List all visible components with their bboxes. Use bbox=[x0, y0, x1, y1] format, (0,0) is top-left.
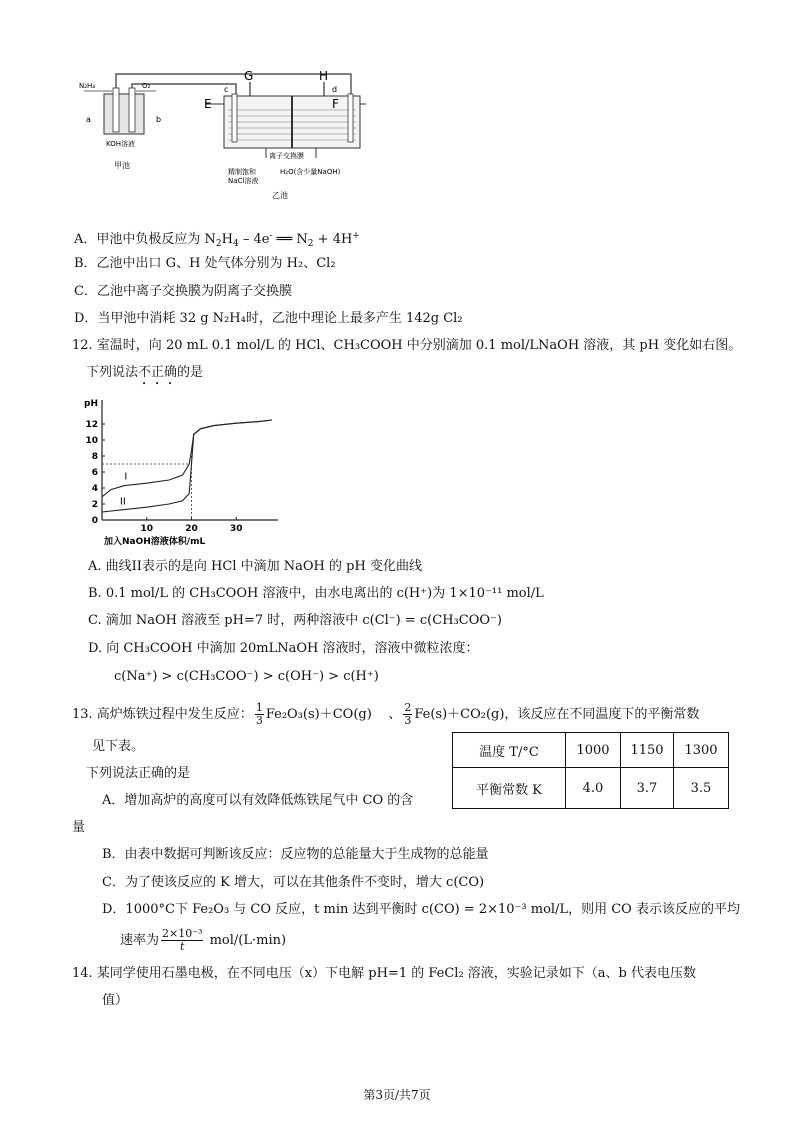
electrode-a-label: a bbox=[86, 115, 91, 124]
q13-option-c: C．为了使该反应的 K 增大，可以在其他条件不变时，增大 c(CO) bbox=[102, 875, 485, 890]
q12-option-d: D. 向 CH₃COOH 中滴加 20mLNaOH 溶液时，溶液中微粒浓度： bbox=[88, 641, 479, 656]
table-cell: 1000 bbox=[566, 733, 621, 768]
series-label-I: I bbox=[124, 471, 128, 483]
emphasis-not-correct: 不正确 bbox=[138, 365, 178, 380]
x-tick-label: 20 bbox=[185, 524, 198, 534]
fraction-one-third: $\frac{1}{3}$ bbox=[255, 701, 263, 727]
q12-option-d-inequality: c(Na⁺) > c(CH₃COO⁻) > c(OH⁻) > c(H⁺) bbox=[114, 669, 379, 684]
table-cell: 4.0 bbox=[566, 768, 621, 809]
o2-label: O₂ bbox=[142, 82, 151, 90]
fraction-two-thirds: $\frac{2}{3}$ bbox=[404, 701, 412, 727]
series-label-II: II bbox=[119, 496, 126, 508]
koh-label: KOH溶液 bbox=[106, 140, 135, 148]
series-line-I bbox=[102, 420, 272, 497]
yi-pool-label: 乙池 bbox=[272, 191, 288, 200]
outlet-e-label: E bbox=[204, 97, 212, 111]
y-tick-label: 4 bbox=[91, 484, 98, 494]
x-axis-label: 加入NaOH溶液体积/mL bbox=[104, 537, 206, 547]
q13-option-b: B．由表中数据可判断该反应：反应物的总能量大于生成物的总能量 bbox=[102, 847, 489, 862]
q13-stem: 13. 高炉炼铁过程中发生反应： $\frac{1}{3}$ Fe₂O₃(s)＋CO(g) 、 $\frac{2}{3}$ Fe(s)＋CO₂(g)，该反应在不同温度下的平衡常数 bbox=[72, 701, 700, 727]
fraction-rate: $\frac{\text{2×10⁻³}}{t}$ bbox=[162, 927, 203, 953]
outlet-h-label: H bbox=[319, 69, 329, 83]
q14-stem-cont: 值） bbox=[102, 993, 129, 1008]
y-tick-label: 10 bbox=[85, 436, 98, 446]
outlet-g-label: G bbox=[244, 69, 254, 83]
q11-option-a: A．甲池中负极反应为 $N_2H_4 - 4e^-$ ══ $N_2 + 4H^+$ bbox=[74, 231, 360, 249]
jia-pool-label: 甲池 bbox=[114, 161, 130, 170]
table-cell: 3.5 bbox=[674, 768, 729, 809]
table-cell: 3.7 bbox=[621, 768, 674, 809]
table-cell: 1300 bbox=[674, 733, 729, 768]
y-tick-label: 12 bbox=[85, 420, 98, 430]
q13-option-d-rate: 速率为 $\frac{\text{2×10⁻³}}{t}$ mol/(L·min) bbox=[120, 927, 287, 953]
electrode-b-label: b bbox=[156, 115, 162, 124]
membrane-label: 离子交换膜 bbox=[269, 152, 304, 160]
y-tick-label: 2 bbox=[91, 500, 98, 510]
q12-option-c: C. 滴加 NaOH 溶液至 pH=7 时，两种溶液中 c(Cl⁻) = c(CH₃COO⁻) bbox=[88, 613, 502, 628]
q13-option-a-cont: 量 bbox=[72, 820, 86, 835]
x-tick-label: 30 bbox=[229, 524, 243, 534]
y-axis-label: pH bbox=[84, 399, 98, 409]
y-tick-label: 6 bbox=[91, 468, 98, 478]
q13-option-a: A．增加高炉的高度可以有效降低炼铁尾气中 CO 的含 bbox=[102, 793, 414, 808]
brine-label-2: NaCl溶液 bbox=[228, 177, 259, 185]
q11-option-b: B．乙池中出口 G、H 处气体分别为 H₂、Cl₂ bbox=[74, 256, 336, 271]
electrode-d-label: d bbox=[332, 85, 338, 94]
page-number: 第3页/共7页 bbox=[363, 1088, 431, 1102]
water-label: H₂O(含少量NaOH) bbox=[280, 168, 341, 176]
q13-subquestion: 下列说法正确的是 bbox=[86, 766, 191, 781]
q13-stem-cont: 见下表。 bbox=[92, 739, 145, 754]
n2h4-label: N₂H₄ bbox=[79, 82, 96, 90]
q12-option-b: B. 0.1 mol/L 的 CH₃COOH 溶液中，由水电离出的 c(H⁺)为 1×10⁻¹¹ mol/L bbox=[88, 586, 544, 601]
q11-option-d: D．当甲池中消耗 32 g N₂H₄时，乙池中理论上最多产生 142g Cl₂ bbox=[74, 311, 463, 326]
electrolysis-diagram bbox=[76, 66, 366, 202]
header-equilibrium-constant: 平衡常数 K bbox=[453, 768, 566, 809]
q14-stem: 14. 某同学使用石墨电极，在不同电压（x）下电解 pH=1 的 FeCl₂ 溶液，实验记录如下（a、b 代表电压数 bbox=[72, 966, 697, 981]
table-row bbox=[453, 768, 729, 809]
electrode-c-label: c bbox=[224, 85, 229, 94]
table-row bbox=[453, 733, 729, 768]
outlet-f-label: F bbox=[332, 97, 339, 111]
brine-label-1: 精制饱和 bbox=[228, 168, 256, 176]
y-tick-label: 8 bbox=[91, 452, 98, 462]
x-tick-label: 10 bbox=[140, 524, 154, 534]
q12-stem: 12. 室温时，向 20 mL 0.1 mol/L 的 HCl、CH₃COOH 中分别滴加 0.1 mol/LNaOH 溶液，其 pH 变化如右图。 bbox=[72, 338, 742, 353]
q13-option-d: D．1000°C下 Fe₂O₃ 与 CO 反应，t min 达到平衡时 c(CO) = 2×10⁻³ mol/L，则用 CO 表示该反应的平均 bbox=[102, 902, 740, 917]
ph-titration-chart bbox=[82, 396, 282, 548]
y-tick-label: 0 bbox=[91, 516, 98, 526]
table-cell: 1150 bbox=[621, 733, 674, 768]
equilibrium-constant-table bbox=[452, 732, 729, 809]
header-temperature: 温度 T/°C bbox=[453, 733, 566, 768]
q12-subquestion: 下列说法不正确的是 bbox=[86, 365, 204, 380]
series-line-II bbox=[102, 420, 272, 512]
q11-option-c: C．乙池中离子交换膜为阴离子交换膜 bbox=[74, 284, 292, 299]
q12-option-a: A. 曲线II表示的是向 HCl 中滴加 NaOH 的 pH 变化曲线 bbox=[88, 559, 422, 574]
